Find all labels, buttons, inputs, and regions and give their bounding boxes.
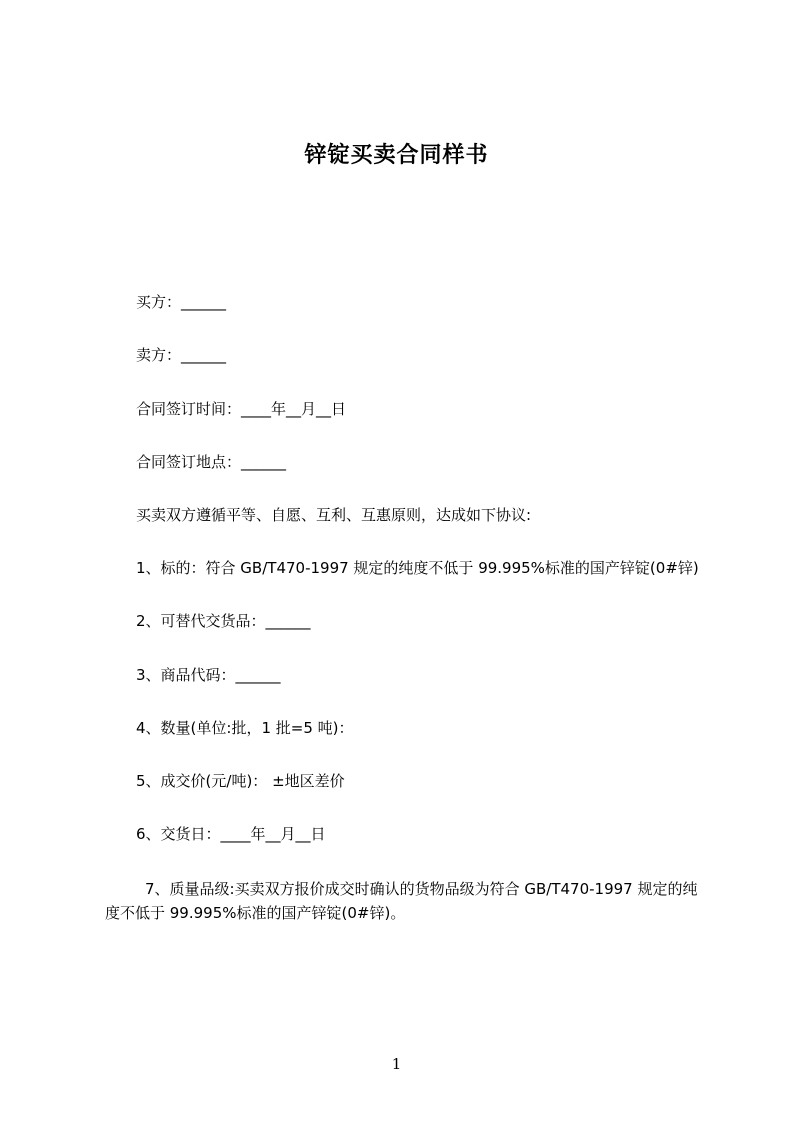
- buyer-line: 买方：______: [136, 293, 227, 311]
- page-number: 1: [391, 1055, 402, 1073]
- agreement-intro-line: 买卖双方遵循平等、自愿、互利、互惠原则，达成如下协议:: [136, 506, 532, 524]
- document-title: 锌锭买卖合同样书: [304, 143, 489, 168]
- contract-date-line: 合同签订时间：____年__月__日: [136, 400, 347, 418]
- clause-7-paragraph: 7、质量品级:买卖双方报价成交时确认的货物品级为符合 GB/T470-1997 规定的纯度不低于 99.995%标准的国产锌锭(0#锌)。: [105, 880, 698, 922]
- contract-place-line: 合同签订地点：______: [136, 453, 287, 471]
- clause-2-line: 2、可替代交货品：______: [136, 612, 311, 630]
- clause-5-line: 5、成交价(元/吨)： ±地区差价: [136, 772, 345, 790]
- clause-6-line: 6、交货日：____年__月__日: [136, 825, 326, 843]
- clause-4-line: 4、数量(单位:批，1 批=5 吨)：: [136, 719, 354, 737]
- seller-line: 卖方：______: [136, 346, 227, 364]
- clause-1-line: 1、标的：符合 GB/T470-1997 规定的纯度不低于 99.995%标准的国产锌锭(0#锌): [136, 559, 699, 577]
- clause-3-line: 3、商品代码：______: [136, 666, 281, 684]
